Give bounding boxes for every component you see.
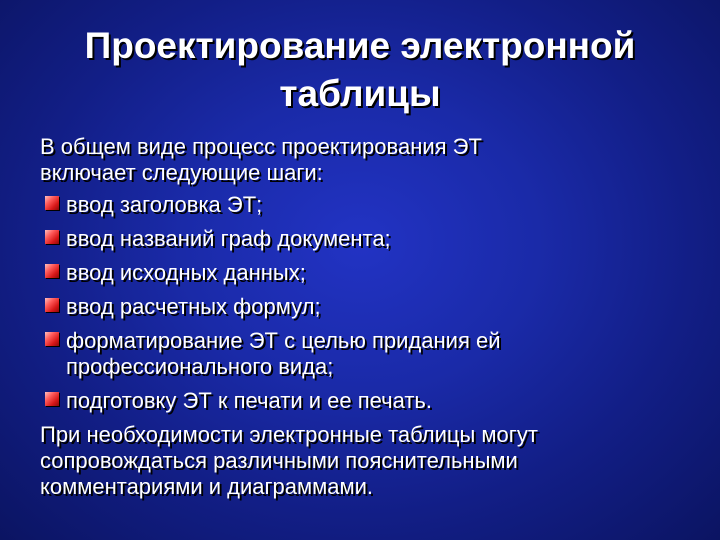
list-item-text-continued: профессионального вида; bbox=[66, 354, 334, 379]
closing-line-2: сопровождаться различными пояснительными bbox=[40, 448, 518, 473]
list-item bbox=[40, 192, 700, 218]
title-line-2: таблицы bbox=[279, 73, 441, 114]
list-item-text: ввод исходных данных; bbox=[66, 260, 306, 285]
slide-title bbox=[20, 22, 700, 118]
list-item bbox=[40, 328, 700, 380]
closing-paragraph bbox=[40, 422, 700, 500]
title-line-1: Проектирование электронной bbox=[84, 25, 636, 66]
slide-body bbox=[40, 134, 700, 500]
list-item-text: форматирование ЭТ с целью придания ей bbox=[66, 328, 501, 353]
intro-line-1: В общем виде процесс проектирования ЭТ bbox=[40, 134, 482, 159]
red-square-bullet-icon bbox=[45, 392, 59, 406]
closing-line-3: комментариями и диаграммами. bbox=[40, 474, 374, 499]
red-square-bullet-icon bbox=[45, 264, 59, 278]
list-item bbox=[40, 388, 700, 414]
closing-line-1: При необходимости электронные таблицы могут bbox=[40, 422, 538, 447]
list-item bbox=[40, 226, 700, 252]
red-square-bullet-icon bbox=[45, 332, 59, 346]
intro-line-2: включает следующие шаги: bbox=[40, 160, 323, 185]
list-item-text: подготовку ЭТ к печати и ее печать. bbox=[66, 388, 433, 413]
list-item bbox=[40, 260, 700, 286]
list-item-text: ввод заголовка ЭТ; bbox=[66, 192, 263, 217]
red-square-bullet-icon bbox=[45, 298, 59, 312]
red-square-bullet-icon bbox=[45, 196, 59, 210]
list-item bbox=[40, 294, 700, 320]
red-square-bullet-icon bbox=[45, 230, 59, 244]
steps-list bbox=[40, 192, 700, 414]
intro-paragraph bbox=[40, 134, 700, 186]
list-item-text: ввод названий граф документа; bbox=[66, 226, 391, 251]
list-item-text: ввод расчетных формул; bbox=[66, 294, 321, 319]
